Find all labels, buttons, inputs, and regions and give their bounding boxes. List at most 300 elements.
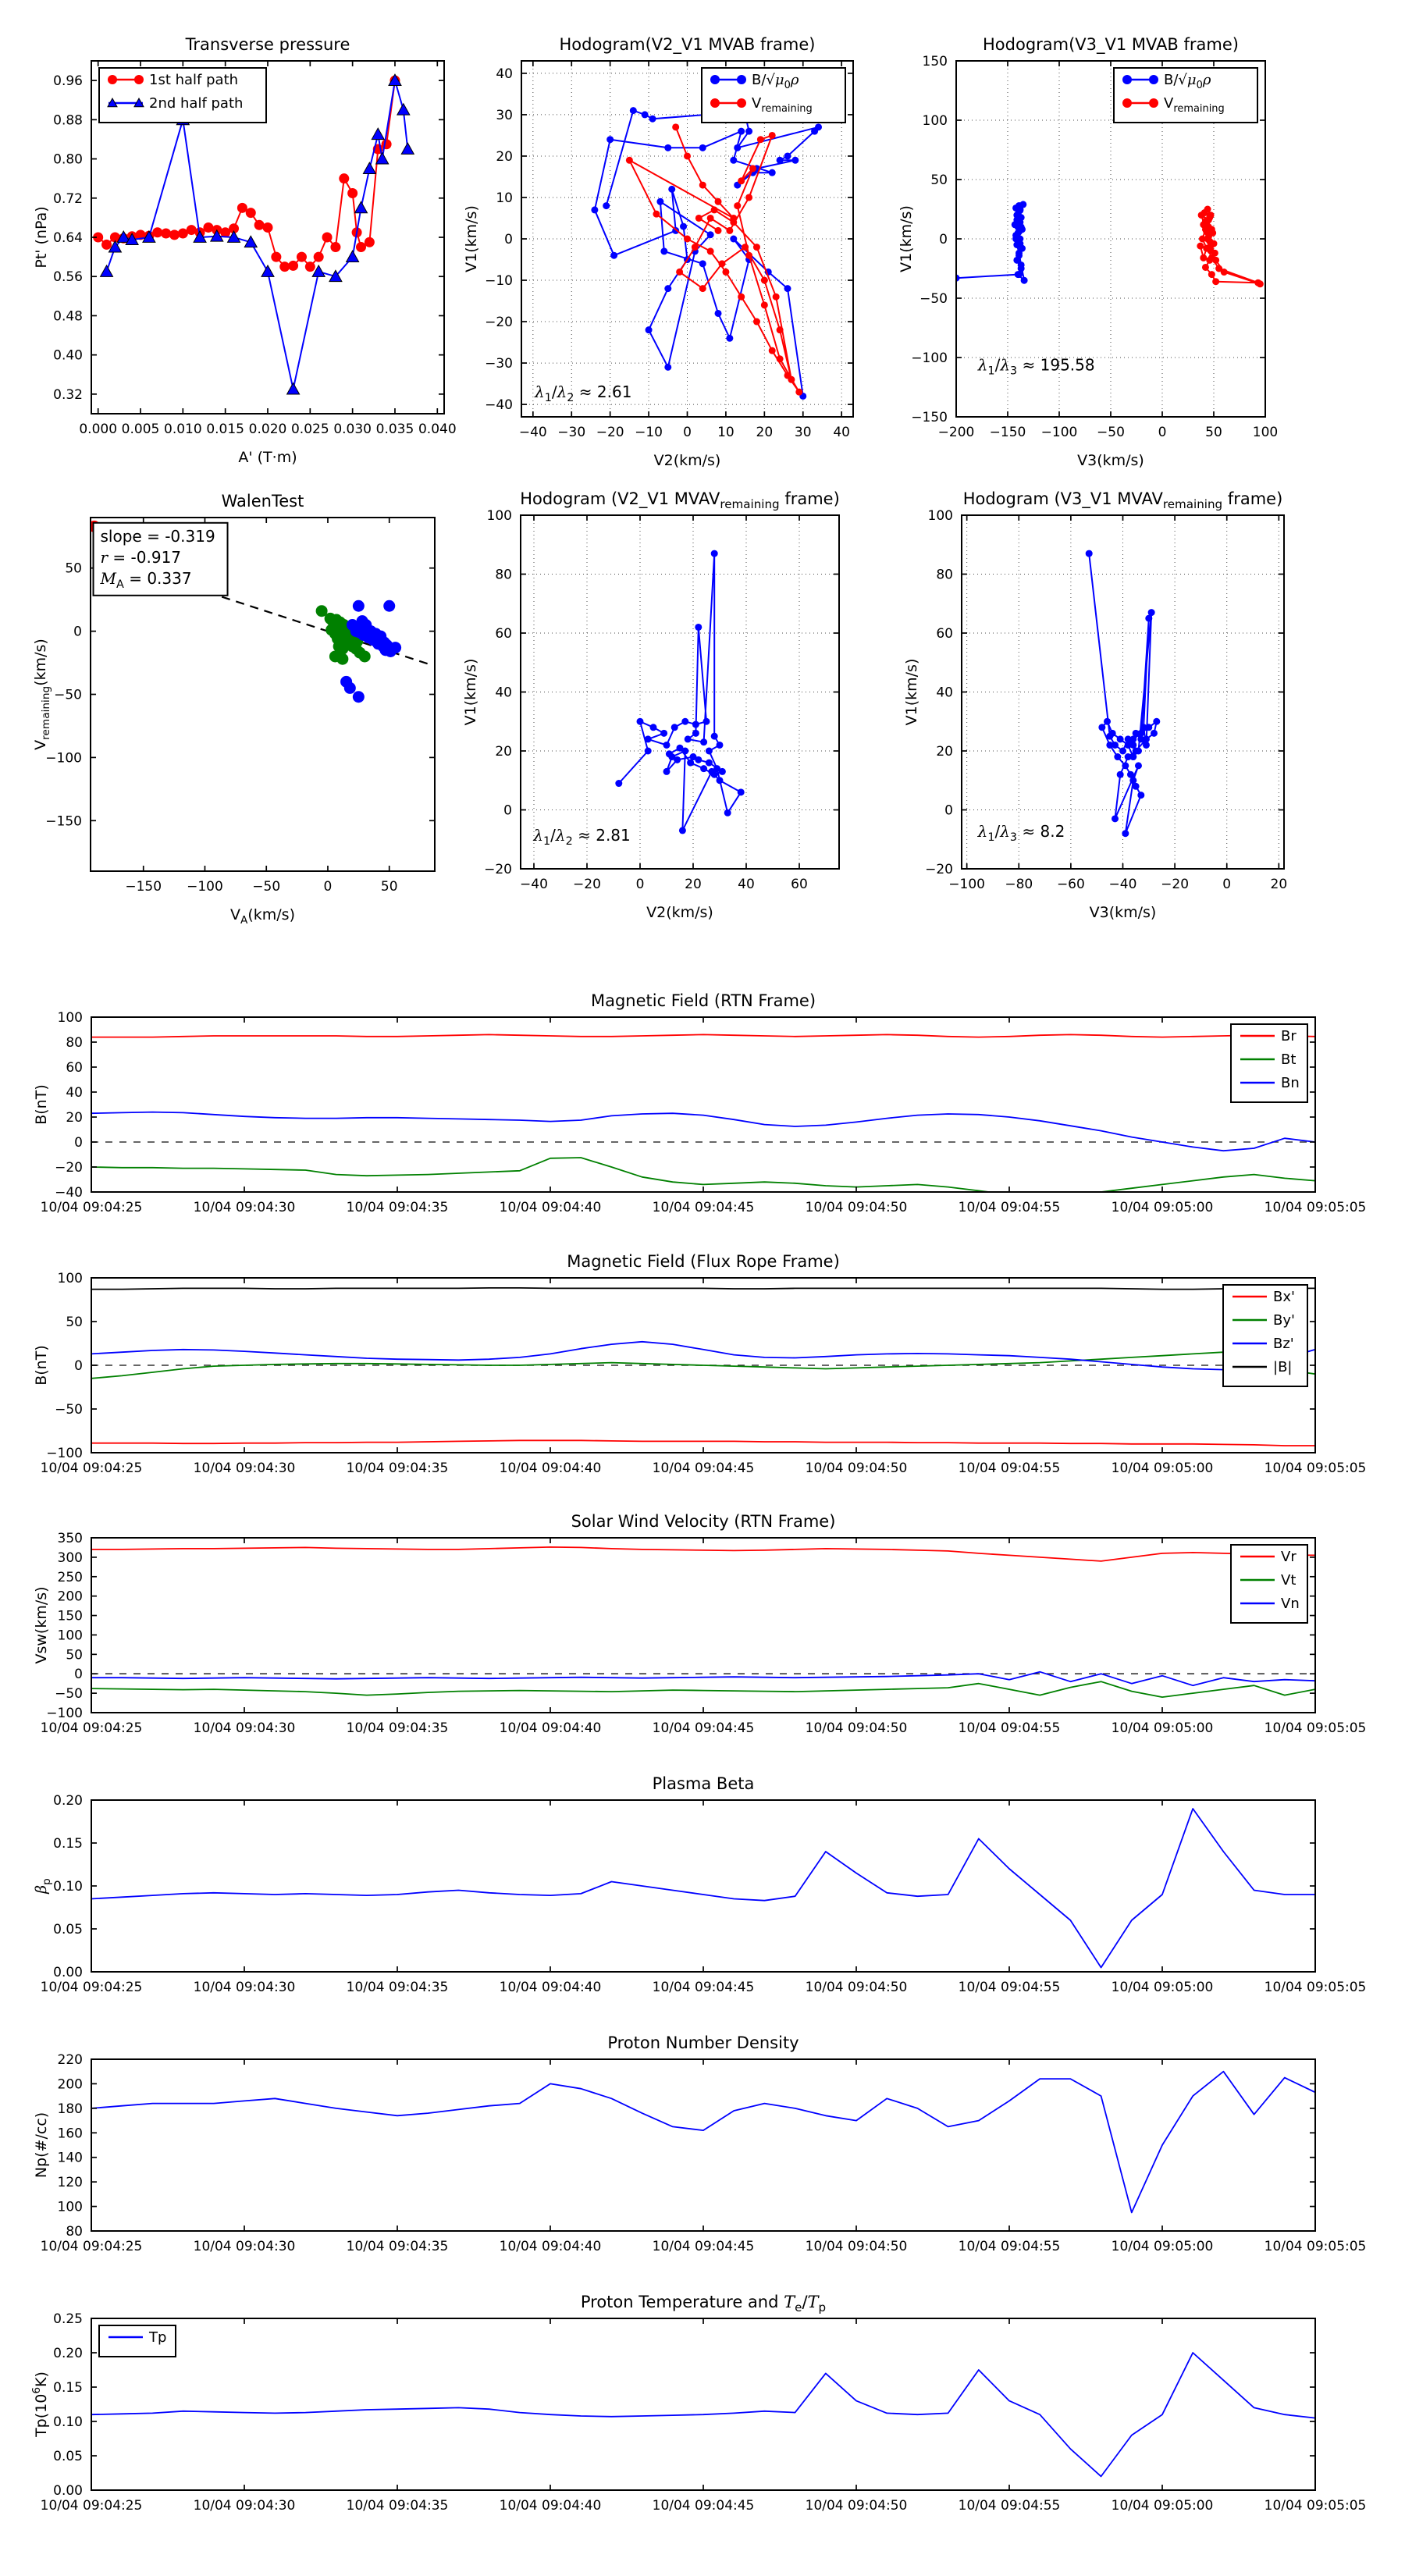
circle-marker <box>630 107 637 114</box>
circle-marker <box>753 244 760 251</box>
circle-marker <box>677 745 684 752</box>
circle-marker <box>645 748 652 755</box>
x-tick-label: −100 <box>187 879 223 895</box>
y-tick-label: 50 <box>65 560 82 577</box>
y-tick-label: 0.00 <box>53 2483 83 2499</box>
circle-marker <box>591 206 598 213</box>
y-tick-label: 0.20 <box>53 1793 83 1809</box>
annotation-line: slope = -0.319 <box>100 526 215 546</box>
circle-marker <box>811 128 818 135</box>
x-tick-label: −30 <box>557 425 586 440</box>
y-tick-label: 250 <box>57 1569 83 1585</box>
x-tick-label: 10/04 09:04:45 <box>652 1461 755 1476</box>
x-tick-label: 10/04 09:05:05 <box>1264 1461 1367 1476</box>
circle-marker <box>1212 278 1219 285</box>
x-tick-label: 10/04 09:05:05 <box>1264 2239 1367 2254</box>
x-tick-label: 0.010 <box>164 422 202 437</box>
y-tick-label: −150 <box>911 410 948 425</box>
circle-marker <box>1122 830 1129 837</box>
x-tick-label: 10/04 09:04:45 <box>652 2498 755 2514</box>
x-tick-label: 10/04 09:05:00 <box>1111 2239 1214 2254</box>
x-tick-label: 10/04 09:04:40 <box>499 2239 602 2254</box>
y-tick-label: 0.72 <box>53 190 83 207</box>
annotation-text: $\lambda_1/\lambda_2 \approx 2.61$ <box>535 382 632 404</box>
circle-marker <box>664 285 671 292</box>
y-tick-label: 50 <box>66 1315 83 1330</box>
circle-marker <box>663 768 670 775</box>
circle-marker <box>699 260 706 267</box>
circle-marker <box>169 229 180 240</box>
x-tick-label: 10/04 09:04:35 <box>346 2498 449 2514</box>
circle-marker <box>730 219 737 226</box>
circle-marker <box>777 157 784 164</box>
axes-background <box>91 2318 1315 2490</box>
circle-marker <box>660 730 667 737</box>
legend-label: Tp <box>149 2329 167 2346</box>
y-tick-label: 0 <box>74 1667 83 1683</box>
circle-marker <box>737 75 746 84</box>
x-tick-label: 10/04 09:04:50 <box>805 2239 908 2254</box>
circle-marker <box>671 724 678 731</box>
y-tick-label: 40 <box>495 685 512 701</box>
x-tick-label: 10/04 09:05:05 <box>1264 2498 1367 2514</box>
circle-marker <box>246 208 256 218</box>
legend-label: Vt <box>1281 1572 1297 1589</box>
circle-marker <box>1125 742 1132 749</box>
panel-hodogram-v3v1-mvav <box>890 478 1304 931</box>
circle-marker <box>375 631 386 642</box>
circle-marker <box>695 756 702 763</box>
y-tick-label: 40 <box>496 66 513 82</box>
circle-marker <box>666 750 673 757</box>
x-tick-label: 0 <box>635 877 645 892</box>
x-tick-label: −40 <box>520 877 548 892</box>
y-tick-label: −20 <box>484 862 512 877</box>
y-axis-label: $V_{remaining}(km/s)$ <box>32 639 52 750</box>
circle-marker <box>322 233 333 243</box>
x-tick-label: 0.025 <box>290 422 329 437</box>
circle-marker <box>1204 206 1211 213</box>
circle-marker <box>1109 730 1116 737</box>
panel-title: Solar Wind Velocity (RTN Frame) <box>571 1512 836 1531</box>
circle-marker <box>1198 212 1205 219</box>
circle-marker <box>237 203 247 213</box>
circle-marker <box>333 641 345 653</box>
legend-label: Bn <box>1281 1075 1300 1091</box>
circle-marker <box>769 169 776 176</box>
circle-marker <box>134 75 144 84</box>
circle-marker <box>1153 718 1160 725</box>
x-tick-label: 10/04 09:04:40 <box>499 1980 602 1995</box>
y-tick-label: 80 <box>66 2224 83 2240</box>
circle-marker <box>389 642 401 653</box>
y-tick-label: 100 <box>57 1628 83 1644</box>
axes-background <box>521 515 839 869</box>
circle-marker <box>692 721 699 728</box>
y-tick-label: 0 <box>503 802 512 819</box>
circle-marker <box>773 294 780 301</box>
x-tick-label: 20 <box>685 877 702 892</box>
x-tick-label: 10 <box>717 425 735 440</box>
x-tick-label: 10/04 09:04:25 <box>40 2239 143 2254</box>
circle-marker <box>1197 243 1204 250</box>
circle-marker <box>161 228 171 238</box>
y-tick-label: 20 <box>936 744 953 760</box>
y-tick-label: 200 <box>57 1589 83 1605</box>
x-tick-label: 10/04 09:04:50 <box>805 1461 908 1476</box>
x-tick-label: 10/04 09:04:55 <box>958 2498 1061 2514</box>
circle-marker <box>1129 777 1136 784</box>
y-axis-label: B(nT) <box>33 1084 50 1125</box>
circle-marker <box>707 215 714 222</box>
circle-marker <box>679 827 686 834</box>
circle-marker <box>784 152 791 159</box>
panel-title: Magnetic Field (RTN Frame) <box>590 991 816 1010</box>
circle-marker <box>271 252 281 262</box>
circle-marker <box>757 136 764 143</box>
panel-title: Hodogram(V3_V1 MVAB frame) <box>983 35 1239 54</box>
y-tick-label: −50 <box>919 291 948 307</box>
panel-title: Proton Temperature and $T_e/T_p$ <box>580 2293 827 2314</box>
y-tick-label: −50 <box>54 687 82 703</box>
y-tick-label: 20 <box>496 148 513 165</box>
panel-title: Plasma Beta <box>652 1774 755 1793</box>
circle-marker <box>726 335 733 342</box>
x-axis-label: V3(km/s) <box>1089 904 1157 921</box>
y-tick-label: −30 <box>485 356 513 372</box>
legend <box>99 68 266 123</box>
y-tick-label: 0.40 <box>53 347 83 364</box>
circle-marker <box>610 252 617 259</box>
x-tick-label: 10/04 09:05:05 <box>1264 1980 1367 1995</box>
x-tick-label: 10/04 09:05:00 <box>1111 2498 1214 2514</box>
y-tick-label: −40 <box>55 1185 83 1201</box>
circle-marker <box>1114 753 1121 760</box>
circle-marker <box>637 718 644 725</box>
circle-marker <box>707 247 714 254</box>
y-tick-label: 50 <box>66 1647 83 1663</box>
y-tick-label: 30 <box>496 107 513 123</box>
x-tick-label: 10/04 09:04:45 <box>652 2239 755 2254</box>
circle-marker <box>382 139 392 149</box>
y-tick-label: 0.32 <box>53 386 83 403</box>
y-tick-label: 80 <box>66 1035 83 1051</box>
x-tick-label: 10/04 09:04:40 <box>499 2498 602 2514</box>
circle-marker <box>1148 609 1155 616</box>
circle-marker <box>717 742 724 749</box>
circle-marker <box>1205 216 1212 223</box>
circle-marker <box>685 735 692 742</box>
x-axis-label: V3(km/s) <box>1077 452 1144 469</box>
x-tick-label: −40 <box>518 425 547 440</box>
circle-marker <box>753 318 760 326</box>
axes-background <box>91 1800 1315 1972</box>
panel-magnetic-field-flux-rope <box>20 1240 1367 1515</box>
circle-marker <box>700 765 707 772</box>
panel-hodogram-v3v1-mvab <box>884 23 1286 479</box>
panel-proton-number-density <box>20 2022 1367 2293</box>
circle-marker <box>745 194 752 201</box>
legend <box>99 2325 176 2357</box>
circle-marker <box>722 269 729 276</box>
circle-marker <box>650 724 657 731</box>
x-tick-label: −50 <box>1097 425 1125 440</box>
y-tick-label: 220 <box>57 2052 83 2068</box>
x-tick-label: 10/04 09:04:30 <box>193 1720 296 1736</box>
panel-hodogram-v2v1-mvab <box>450 23 873 479</box>
circle-marker <box>1149 75 1158 84</box>
circle-marker <box>365 237 375 247</box>
annotation-text: $\lambda_1/\lambda_3 \approx 195.58$ <box>977 355 1095 378</box>
x-tick-label: 10/04 09:05:00 <box>1111 1980 1214 1995</box>
y-tick-label: 100 <box>486 508 512 524</box>
y-tick-label: 0.96 <box>53 73 83 90</box>
circle-marker <box>359 650 371 662</box>
y-tick-label: 10 <box>496 190 513 206</box>
legend-label: $B/√\mu_0\rho$ <box>752 72 799 91</box>
circle-marker <box>297 252 307 262</box>
circle-marker <box>383 600 395 612</box>
x-tick-label: −50 <box>252 879 281 895</box>
y-axis-label: $\beta_p$ <box>33 1878 53 1894</box>
y-axis-label: B(nT) <box>33 1345 50 1386</box>
x-tick-label: 10/04 09:04:30 <box>193 1461 296 1476</box>
circle-marker <box>1106 742 1113 749</box>
legend-label: Bz' <box>1273 1336 1294 1352</box>
y-axis-label: V1(km/s) <box>462 658 479 726</box>
circle-marker <box>703 718 710 725</box>
y-tick-label: 0.25 <box>53 2311 83 2327</box>
panel-title: WalenTest <box>221 492 304 511</box>
circle-marker <box>695 624 702 631</box>
circle-marker <box>660 247 667 254</box>
x-tick-label: 10/04 09:04:45 <box>652 1200 755 1215</box>
circle-marker <box>1117 735 1124 742</box>
circle-marker <box>692 730 699 737</box>
panel-magnetic-field-rtn <box>20 980 1367 1254</box>
legend-label: $B/√\mu_0\rho$ <box>1164 72 1211 91</box>
x-tick-label: 0.015 <box>206 422 245 437</box>
circle-marker <box>699 285 706 292</box>
circle-marker <box>1202 226 1209 233</box>
circle-marker <box>1104 718 1111 725</box>
circle-marker <box>1016 206 1023 213</box>
circle-marker <box>664 364 671 371</box>
y-tick-label: −20 <box>925 862 953 877</box>
circle-marker <box>777 326 784 333</box>
y-tick-label: 0 <box>74 1135 83 1151</box>
x-tick-label: 60 <box>791 877 808 892</box>
circle-marker <box>699 144 706 151</box>
y-tick-label: 0.56 <box>53 269 83 286</box>
legend-label: 2nd half path <box>149 95 244 112</box>
circle-marker <box>1202 264 1209 271</box>
circle-marker <box>1254 279 1261 286</box>
annotation-line: $M_A = 0.337$ <box>100 568 192 591</box>
x-tick-label: 0.005 <box>121 422 160 437</box>
circle-marker <box>711 771 718 778</box>
legend <box>1231 1545 1307 1623</box>
x-tick-label: 50 <box>380 879 398 895</box>
circle-marker <box>615 780 622 787</box>
circle-marker <box>1199 236 1206 243</box>
x-tick-label: 0.000 <box>79 422 118 437</box>
circle-marker <box>663 742 670 749</box>
y-tick-label: 350 <box>57 1531 83 1546</box>
x-tick-label: 10/04 09:05:05 <box>1264 1200 1367 1215</box>
circle-marker <box>769 132 776 139</box>
circle-marker <box>649 116 656 123</box>
circle-marker <box>710 75 720 84</box>
panel-walen-test <box>19 480 455 934</box>
circle-marker <box>706 748 713 755</box>
circle-marker <box>726 227 733 234</box>
circle-marker <box>1117 771 1124 778</box>
circle-marker <box>330 242 340 252</box>
circle-marker <box>1208 271 1215 278</box>
circle-marker <box>1143 735 1150 742</box>
circle-marker <box>710 98 720 108</box>
y-tick-label: 20 <box>66 1110 83 1126</box>
x-tick-label: 10/04 09:04:35 <box>346 1720 449 1736</box>
x-tick-label: −20 <box>1161 877 1190 892</box>
circle-marker <box>603 202 610 209</box>
y-tick-label: 0.10 <box>53 1879 83 1895</box>
y-tick-label: 40 <box>936 685 953 701</box>
y-tick-label: −50 <box>55 1402 83 1418</box>
x-tick-label: 0.020 <box>248 422 287 437</box>
y-tick-label: 0.05 <box>53 2449 83 2464</box>
circle-marker <box>719 768 726 775</box>
circle-marker <box>687 760 694 767</box>
circle-marker <box>1133 748 1140 755</box>
x-tick-label: −80 <box>1005 877 1033 892</box>
circle-marker <box>1137 792 1144 799</box>
circle-marker <box>680 223 687 230</box>
circle-marker <box>711 733 718 740</box>
y-tick-label: 140 <box>57 2150 83 2166</box>
x-tick-label: 0 <box>323 879 333 895</box>
y-tick-label: 300 <box>57 1550 83 1566</box>
y-tick-label: 100 <box>57 1271 83 1286</box>
x-tick-label: −150 <box>125 879 162 895</box>
circle-marker <box>336 653 348 665</box>
x-tick-label: 10/04 09:04:35 <box>346 1980 449 1995</box>
x-tick-label: 0 <box>1158 425 1167 440</box>
y-axis-label: $Tp(10^6K)$ <box>30 2371 50 2437</box>
circle-marker <box>1019 245 1026 252</box>
y-axis-label: V1(km/s) <box>903 658 920 726</box>
x-tick-label: −150 <box>989 425 1026 440</box>
circle-marker <box>1203 245 1210 252</box>
x-tick-label: 10/04 09:04:55 <box>958 1200 1061 1215</box>
x-tick-label: 10/04 09:04:25 <box>40 2498 143 2514</box>
x-tick-label: 100 <box>1252 425 1279 440</box>
x-axis-label: V2(km/s) <box>646 904 713 921</box>
x-tick-label: 10/04 09:04:30 <box>193 1980 296 1995</box>
circle-marker <box>734 202 741 209</box>
circle-marker <box>1125 753 1132 760</box>
x-tick-label: 10/04 09:05:05 <box>1264 1720 1367 1736</box>
y-tick-label: 60 <box>495 626 512 642</box>
axes-background <box>91 2059 1315 2231</box>
x-tick-label: −200 <box>937 425 975 440</box>
circle-marker <box>1018 223 1025 230</box>
y-tick-label: 60 <box>936 626 953 642</box>
legend-label: |B| <box>1273 1359 1293 1375</box>
x-tick-label: 10/04 09:04:50 <box>805 1200 908 1215</box>
circle-marker <box>288 261 298 271</box>
x-tick-label: −60 <box>1056 877 1085 892</box>
circle-marker <box>108 75 117 84</box>
circle-marker <box>339 173 349 183</box>
y-tick-label: −100 <box>45 750 82 767</box>
legend-label: Vr <box>1281 1549 1297 1565</box>
circle-marker <box>1129 735 1136 742</box>
circle-marker <box>674 756 681 763</box>
x-tick-label: 10/04 09:04:35 <box>346 1200 449 1215</box>
x-tick-label: −20 <box>596 425 624 440</box>
y-tick-label: 150 <box>57 1608 83 1624</box>
circle-marker <box>676 269 683 276</box>
y-tick-label: 0.15 <box>53 1836 83 1852</box>
legend-label: $V_{remaining}$ <box>1164 95 1225 115</box>
circle-marker <box>668 186 675 193</box>
x-tick-label: 10/04 09:04:30 <box>193 2498 296 2514</box>
x-tick-label: 10/04 09:04:50 <box>805 2498 908 2514</box>
x-tick-label: 10/04 09:04:55 <box>958 1720 1061 1736</box>
panel-title: Hodogram (V3_V1 $MVAV_{remaining}$ frame) <box>962 489 1283 511</box>
circle-marker <box>645 735 652 742</box>
y-tick-label: 60 <box>66 1060 83 1076</box>
circle-marker <box>1098 724 1105 731</box>
circle-marker <box>1013 257 1020 264</box>
y-axis-label: V1(km/s) <box>463 205 480 272</box>
panel-title: Hodogram (V2_V1 $MVAV_{remaining}$ frame) <box>520 489 840 511</box>
y-tick-label: 100 <box>927 508 953 524</box>
circle-marker <box>715 198 722 205</box>
y-tick-label: −40 <box>485 397 513 414</box>
circle-marker <box>353 691 365 703</box>
circle-marker <box>1119 748 1126 755</box>
y-tick-label: −50 <box>55 1686 83 1703</box>
y-tick-label: −100 <box>911 350 948 366</box>
circle-marker <box>777 355 784 362</box>
legend-label: Vn <box>1281 1596 1300 1612</box>
circle-marker <box>745 128 752 135</box>
annotation-line: r = -0.917 <box>100 547 182 567</box>
circle-marker <box>1122 98 1132 108</box>
x-tick-label: 10/04 09:04:30 <box>193 2239 296 2254</box>
legend <box>702 68 845 123</box>
circle-marker <box>672 123 679 130</box>
x-tick-label: 0 <box>1222 877 1232 892</box>
circle-marker <box>717 777 724 784</box>
legend-label: By' <box>1273 1312 1295 1329</box>
y-tick-label: 0.48 <box>53 308 83 325</box>
x-axis-label: $V_A(km/s)$ <box>230 906 295 927</box>
circle-marker <box>681 718 688 725</box>
y-tick-label: 0.64 <box>53 230 83 246</box>
circle-marker <box>360 619 372 631</box>
y-axis-label: Np(#/cc) <box>33 2112 50 2179</box>
circle-marker <box>656 198 663 205</box>
y-axis-label: Vsw(km/s) <box>33 1586 50 1664</box>
y-tick-label: −100 <box>46 1446 83 1461</box>
x-tick-label: 10/04 09:05:00 <box>1111 1200 1214 1215</box>
circle-marker <box>642 111 649 118</box>
circle-marker <box>1208 254 1215 262</box>
